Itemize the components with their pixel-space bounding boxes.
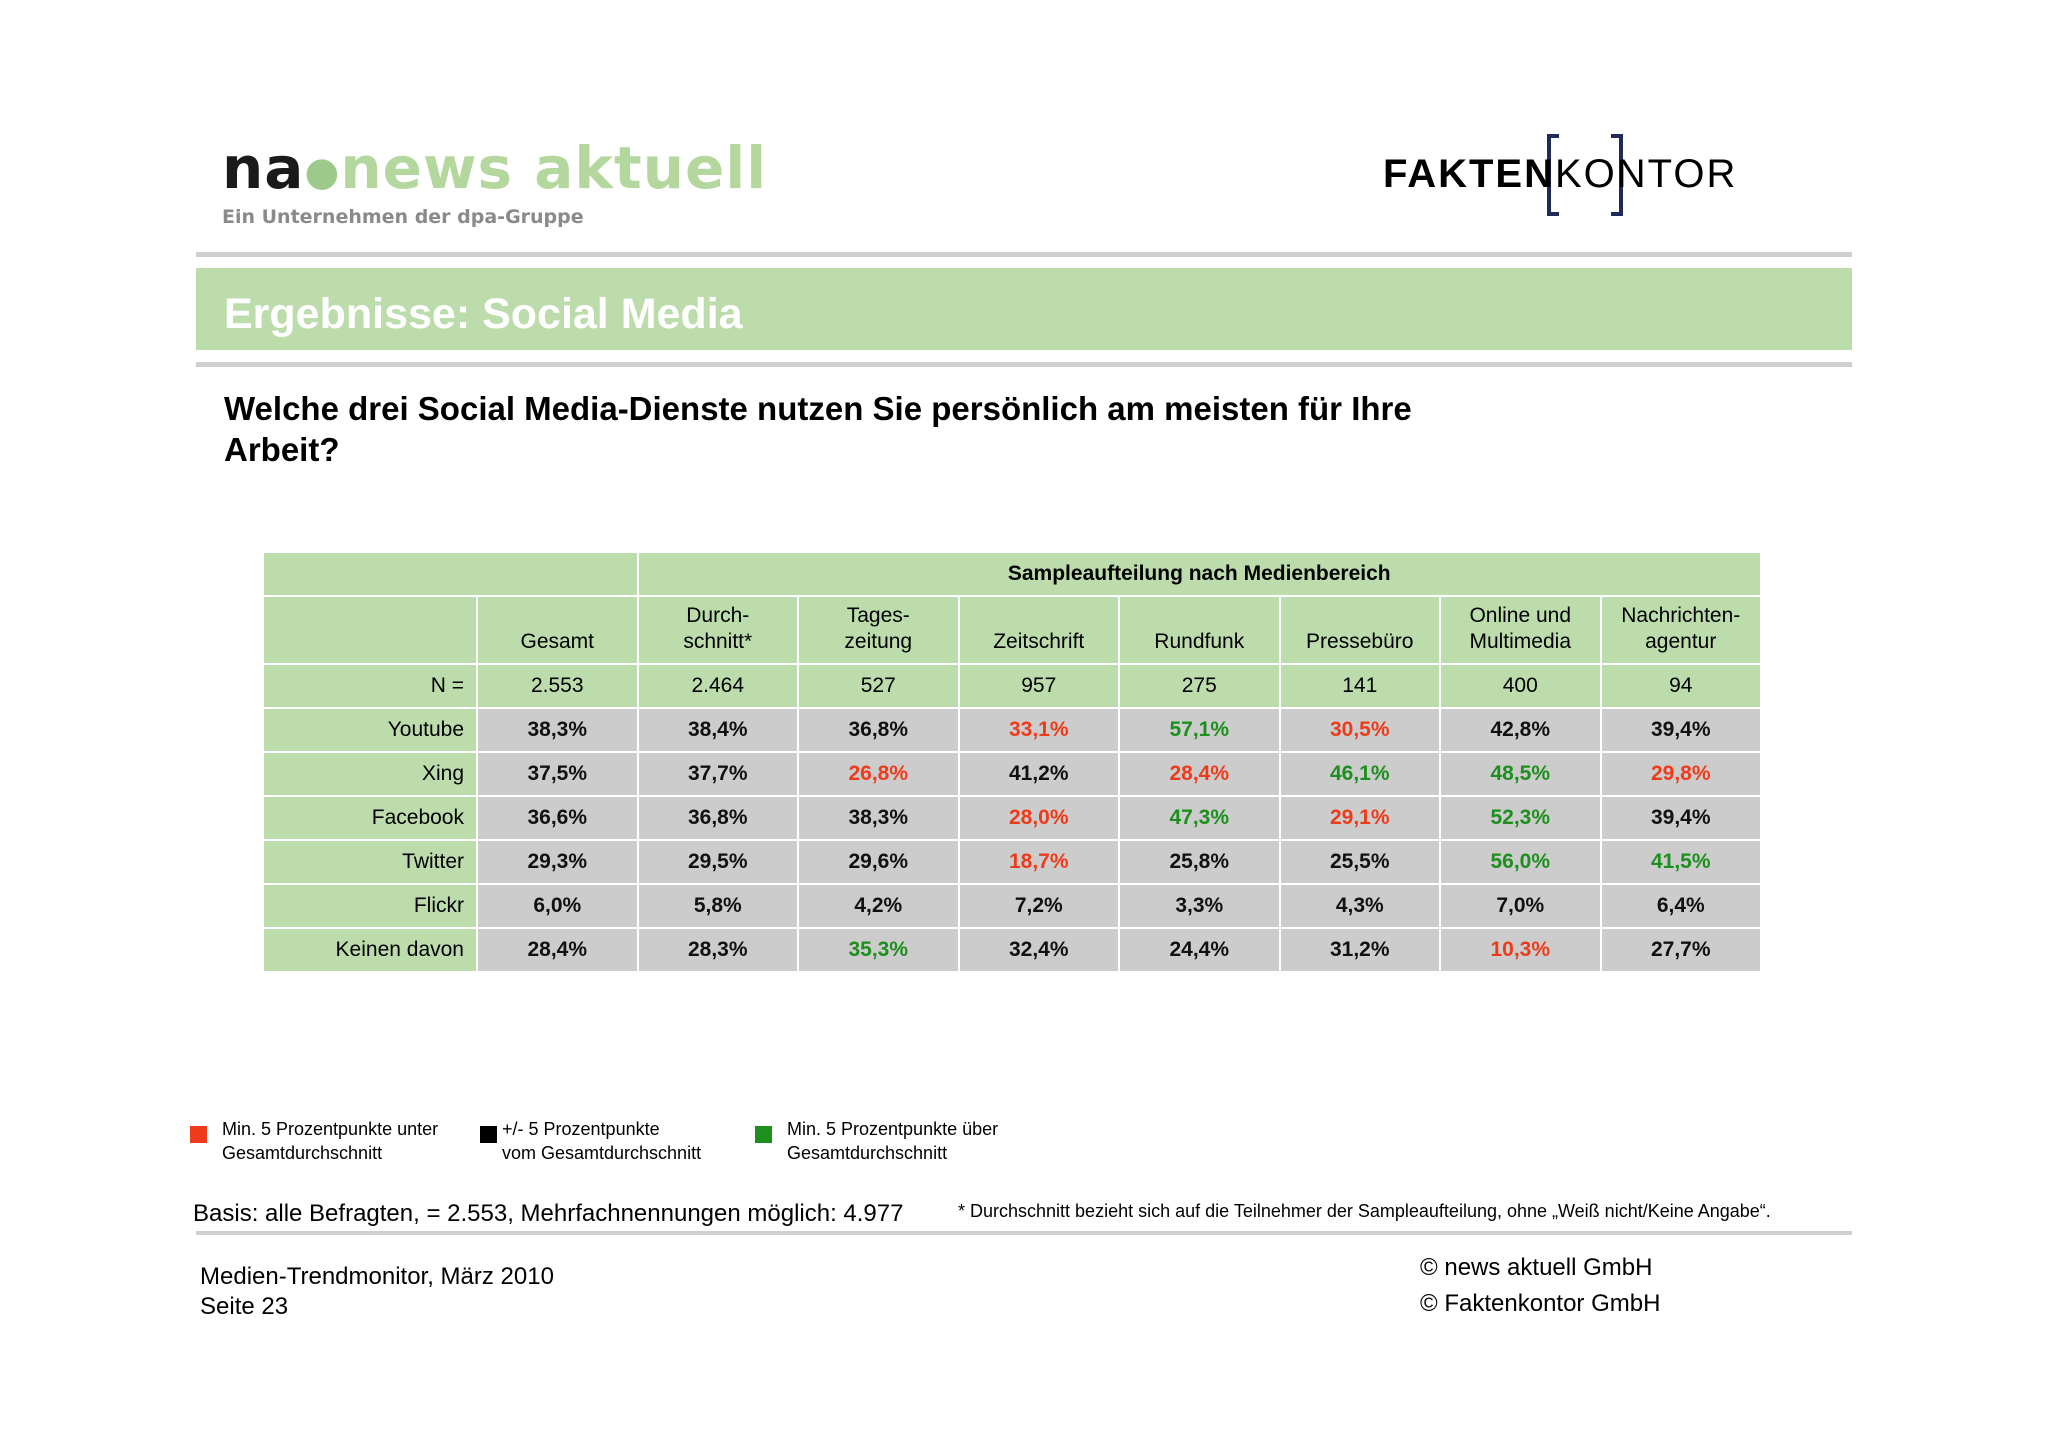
column-header [798, 596, 959, 664]
table-cell: 4,2% [798, 884, 959, 928]
logo-fakten-text: FAKTEN [1383, 152, 1555, 196]
n-value: 2.464 [638, 664, 799, 708]
legend-text-line2: Gesamtdurchschnitt [787, 1143, 948, 1163]
column-header-line1 [960, 603, 1119, 629]
table-cell: 29,6% [798, 840, 959, 884]
table-cell: 28,0% [959, 796, 1120, 840]
column-header-line2: zeitung [844, 630, 913, 653]
n-value: 141 [1280, 664, 1441, 708]
table-cell: 3,3% [1119, 884, 1280, 928]
legend-text-line1: +/- 5 Prozentpunkte [502, 1119, 660, 1139]
table-cell: 4,3% [1280, 884, 1441, 928]
column-header [477, 596, 638, 664]
column-header-line1: Tages- [846, 604, 910, 627]
table-cell: 33,1% [959, 708, 1120, 752]
group-header: Sampleaufteilung nach Medienbereich [638, 552, 1762, 596]
n-value: 275 [1119, 664, 1280, 708]
table-cell: 39,4% [1601, 708, 1762, 752]
column-header [959, 596, 1120, 664]
row-label: Youtube [263, 708, 477, 752]
table-cell: 18,7% [959, 840, 1120, 884]
legend-item [222, 1117, 438, 1165]
row-label: Twitter [263, 840, 477, 884]
table-cell: 37,5% [477, 752, 638, 796]
page-title: Ergebnisse: Social Media [224, 290, 743, 338]
column-header-line1: Online und [1469, 604, 1572, 627]
n-value: 400 [1440, 664, 1601, 708]
legend-swatch [480, 1126, 497, 1143]
table-row [263, 884, 1761, 928]
legend-swatch [190, 1126, 207, 1143]
table-cell: 57,1% [1119, 708, 1280, 752]
logo-dot-icon: ● [304, 148, 341, 195]
table-row [263, 928, 1761, 972]
footer-page-number: Seite 23 [200, 1293, 289, 1320]
table-cell: 28,3% [638, 928, 799, 972]
table-cell: 30,5% [1280, 708, 1441, 752]
table-cell: 29,5% [638, 840, 799, 884]
column-header-line2: Multimedia [1469, 630, 1572, 653]
table-cell: 47,3% [1119, 796, 1280, 840]
table-cell: 6,4% [1601, 884, 1762, 928]
table-cell: 31,2% [1280, 928, 1441, 972]
table-cell: 56,0% [1440, 840, 1601, 884]
table-cell: 37,7% [638, 752, 799, 796]
table-cell: 29,3% [477, 840, 638, 884]
table-cell: 38,3% [477, 708, 638, 752]
n-row [263, 664, 1761, 708]
footnote: * Durchschnitt bezieht sich auf die Teilnehmer der Sampleaufteilung, ohne „Weiß nicht/Keine Angabe“. [958, 1201, 1771, 1221]
table-cell: 5,8% [638, 884, 799, 928]
table-cell: 36,8% [798, 708, 959, 752]
column-header [1119, 596, 1280, 664]
table-cell: 25,5% [1280, 840, 1441, 884]
legend-swatch [755, 1126, 772, 1143]
row-label: Xing [263, 752, 477, 796]
row-label: N = [263, 664, 477, 708]
logo-news-aktuell-text: news aktuell [340, 134, 768, 202]
logo-subtitle: Ein Unternehmen der dpa-Gruppe [222, 205, 584, 228]
table-cell: 27,7% [1601, 928, 1762, 972]
n-value: 94 [1601, 664, 1762, 708]
table-cell: 46,1% [1280, 752, 1441, 796]
column-header-line1: Durch- [686, 604, 750, 627]
table-cell: 35,3% [798, 928, 959, 972]
column-header [1280, 596, 1441, 664]
column-header-line2: agentur [1645, 630, 1717, 653]
column-header [638, 596, 799, 664]
legend-text-line2: Gesamtdurchschnitt [222, 1143, 383, 1163]
table-cell: 7,2% [959, 884, 1120, 928]
table-cell: 6,0% [477, 884, 638, 928]
footer-left [200, 1262, 554, 1322]
table-cell: 10,3% [1440, 928, 1601, 972]
table-row [263, 796, 1761, 840]
table-cell: 38,4% [638, 708, 799, 752]
faktenkontor-logo [1383, 134, 1793, 218]
column-header-line2: Pressebüro [1306, 630, 1414, 653]
column-header [1440, 596, 1601, 664]
table-cell: 41,2% [959, 752, 1120, 796]
footer-copyright-news-aktuell: © news aktuell GmbH [1420, 1254, 1653, 1281]
legend-text-line1: Min. 5 Prozentpunkte unter [222, 1119, 439, 1139]
table-cell: 48,5% [1440, 752, 1601, 796]
table-cell: 28,4% [1119, 752, 1280, 796]
footer-right [1420, 1250, 1660, 1322]
bottom-divider [196, 1231, 1852, 1235]
table-row [263, 708, 1761, 752]
table-row [263, 752, 1761, 796]
table-cell: 52,3% [1440, 796, 1601, 840]
table-cell: 36,8% [638, 796, 799, 840]
banner-divider [196, 362, 1852, 367]
top-divider [196, 252, 1852, 257]
column-header-line1 [1120, 603, 1279, 629]
legend-item [502, 1117, 701, 1165]
table-cell: 38,3% [798, 796, 959, 840]
n-value: 527 [798, 664, 959, 708]
footer-copyright-faktenkontor: © Faktenkontor GmbH [1420, 1290, 1661, 1317]
logo-na-text: na [222, 134, 305, 202]
legend-item [787, 1117, 998, 1165]
table-cell: 25,8% [1119, 840, 1280, 884]
basis-note: Basis: alle Befragten, = 2.553, Mehrfachnennungen möglich: 4.977 [193, 1200, 904, 1227]
table-cell: 29,1% [1280, 796, 1441, 840]
table-cell: 29,8% [1601, 752, 1762, 796]
news-aktuell-logo [222, 136, 767, 228]
table-cell: 42,8% [1440, 708, 1601, 752]
column-header-line1 [1281, 603, 1440, 629]
column-header-line2: Gesamt [520, 630, 595, 653]
row-label: Keinen davon [263, 928, 477, 972]
row-label: Facebook [263, 796, 477, 840]
row-label-header [263, 596, 477, 664]
column-header [1601, 596, 1762, 664]
table-cell: 24,4% [1119, 928, 1280, 972]
table-cell: 7,0% [1440, 884, 1601, 928]
column-header-line2: schnitt* [683, 630, 753, 653]
survey-question: Welche drei Social Media-Dienste nutzen Sie persönlich am meisten für Ihre Arbeit? [224, 390, 1412, 468]
column-header-line1: Nachrichten- [1621, 604, 1741, 627]
column-header-line2: Zeitschrift [993, 630, 1085, 653]
logo-kontor-text: KONTOR [1555, 152, 1738, 196]
n-value: 957 [959, 664, 1120, 708]
footer-source: Medien-Trendmonitor, März 2010 [200, 1263, 554, 1290]
table-row [263, 840, 1761, 884]
table-cell: 26,8% [798, 752, 959, 796]
table-cell: 41,5% [1601, 840, 1762, 884]
table-corner [263, 552, 638, 596]
results-table [262, 551, 1762, 973]
n-value: 2.553 [477, 664, 638, 708]
legend-text-line2: vom Gesamtdurchschnitt [502, 1143, 702, 1163]
column-header-line2: Rundfunk [1154, 630, 1245, 653]
table-cell: 28,4% [477, 928, 638, 972]
legend-text-line1: Min. 5 Prozentpunkte über [787, 1119, 999, 1139]
table-cell: 36,6% [477, 796, 638, 840]
table-cell: 39,4% [1601, 796, 1762, 840]
row-label: Flickr [263, 884, 477, 928]
table-cell: 32,4% [959, 928, 1120, 972]
